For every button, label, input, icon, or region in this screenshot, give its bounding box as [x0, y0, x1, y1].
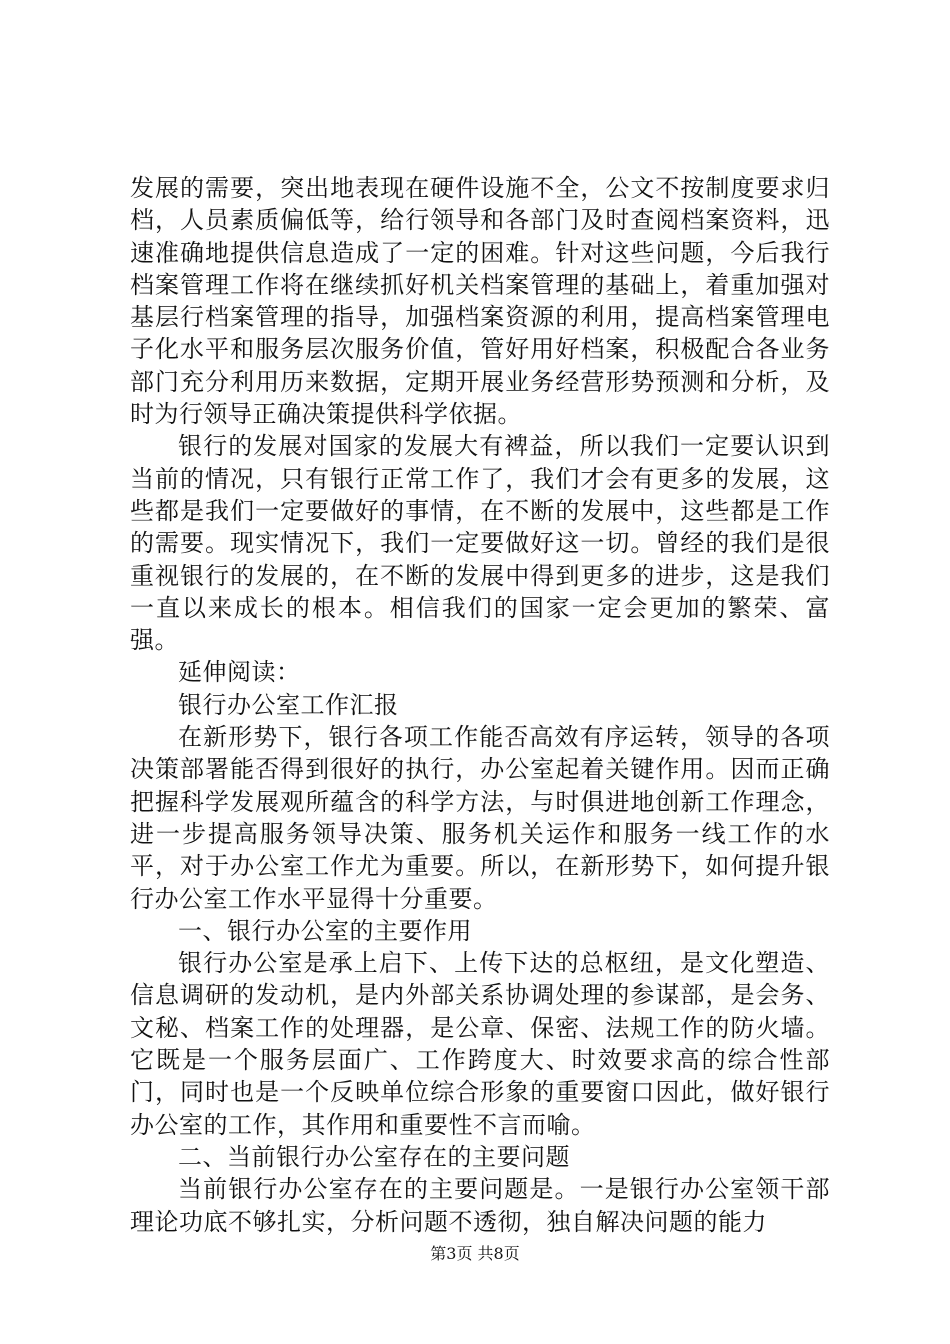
- heading-main-role: 一、银行办公室的主要作用: [178, 916, 472, 945]
- paragraph-office-role: 银行办公室是承上启下、上传下达的总枢纽，是文化塑造、信息调研的发动机，是内外部关系协调处理的参谋部，是会务、文秘、档案工作的处理器，是公章、保密、法规工作的防火墙。它既是一个服务层面广、工作跨度大、时效要求高的综合性部门，同时也是一个反映单位综合形象的重要窗口因此，做好银行办公室的工作，其作用和重要性不言而喻。: [130, 949, 830, 1139]
- heading-main-problems: 二、当前银行办公室存在的主要问题: [178, 1142, 570, 1171]
- document-body: [130, 172, 830, 1238]
- extended-reading-label: 延伸阅读：: [178, 658, 301, 687]
- paragraph-archive-management: 发展的需要，突出地表现在硬件设施不全，公文不按制度要求归档，人员素质偏低等，给行领导和各部门及时查阅档案资料，迅速准确地提供信息造成了一定的困难。针对这些问题，今后我行档案管理工作将在继续抓好机关档案管理的基础上，着重加强对基层行档案管理的指导，加强档案资源的利用，提高档案管理电子化水平和服务层次服务价值，管好用好档案，积极配合各业务部门充分利用历来数据，定期开展业务经营形势预测和分析，及时为行领导正确决策提供科学依据。: [130, 174, 830, 429]
- page-footer: 第3页 共8页: [430, 1244, 520, 1263]
- paragraph-new-situation: 在新形势下，银行各项工作能否高效有序运转，领导的各项决策部署能否得到很好的执行，办公室起着关键作用。因而正确把握科学发展观所蕴含的科学方法，与时俱进地创新工作理念，进一步提高服务领导决策、服务机关运作和服务一线工作的水平，对于办公室工作尤为重要。所以，在新形势下，如何提升银行办公室工作水平显得十分重要。: [130, 723, 830, 913]
- paragraph-bank-development: 银行的发展对国家的发展大有裨益，所以我们一定要认识到当前的情况，只有银行正常工作了，我们才会有更多的发展，这些都是我们一定要做好的事情，在不断的发展中，这些都是工作的需要。现实情况下，我们一定要做好这一切。曾经的我们是很重视银行的发展的，在不断的发展中得到更多的进步，这是我们一直以来成长的根本。相信我们的国家一定会更加的繁荣、富强。: [130, 432, 830, 655]
- paragraph-current-problems: 当前银行办公室存在的主要问题是。一是银行办公室领干部理论功底不够扎实，分析问题不透彻，独自解决问题的能力: [130, 1175, 830, 1236]
- section-title: 银行办公室工作汇报: [178, 690, 399, 719]
